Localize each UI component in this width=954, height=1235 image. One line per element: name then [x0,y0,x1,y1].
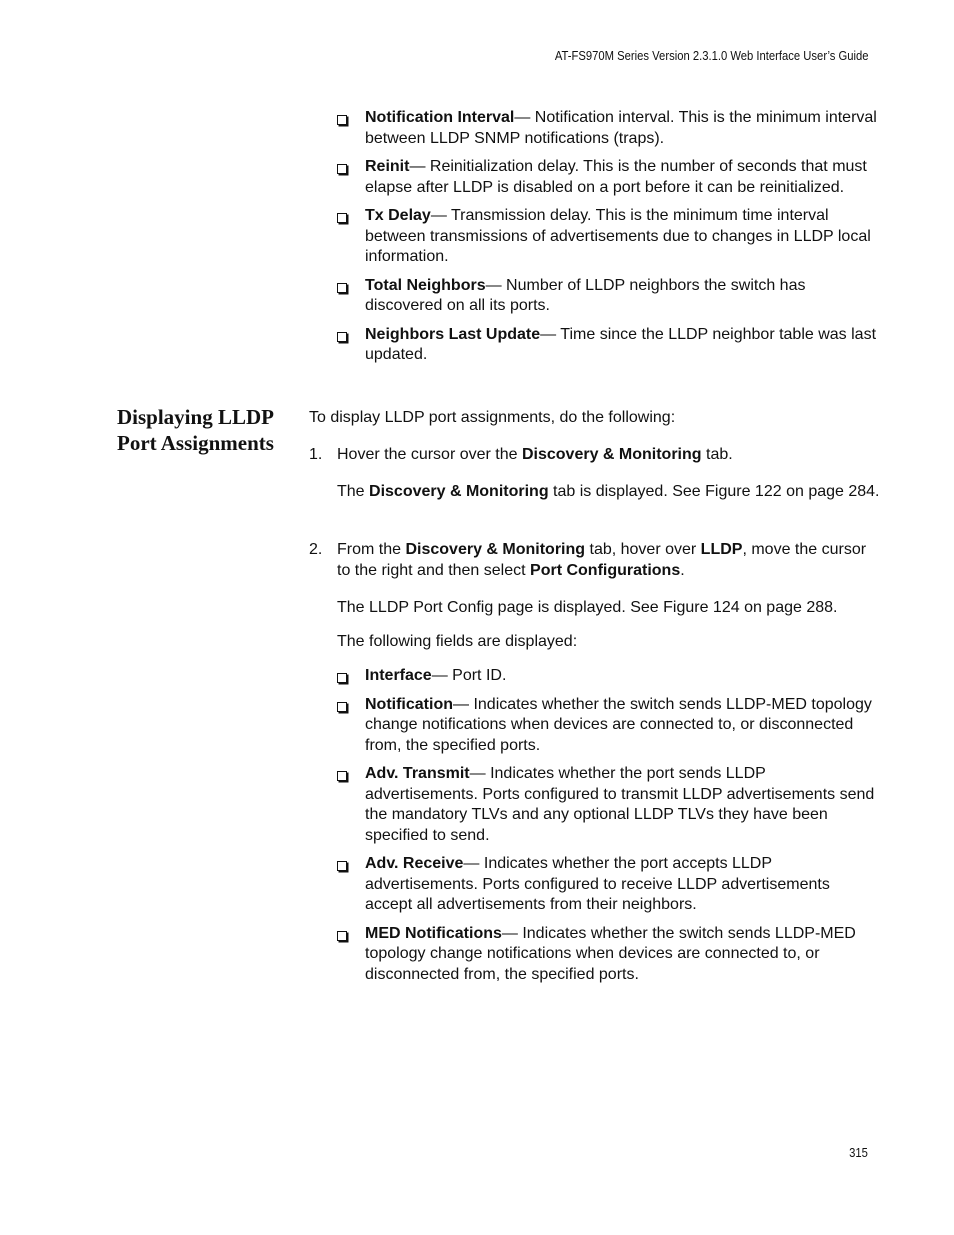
checkbox-bullet-icon [337,115,347,125]
field-term: Adv. Transmit [365,765,470,782]
field-term: Interface [365,667,432,684]
fields-intro: The following fields are displayed: [337,633,578,650]
field-list-bottom [337,666,877,993]
section-heading-line1: Displaying LLDP [117,405,274,429]
step-2-result: The LLDP Port Config page is displayed. See Figure 124 on page 288. [337,599,838,616]
intro-paragraph: To display LLDP port assignments, do the following: [309,409,676,426]
checkbox-bullet-icon [337,213,347,223]
list-item [337,325,877,366]
field-term: Reinit [365,158,410,175]
checkbox-bullet-icon [337,702,347,712]
field-term: MED Notifications [365,924,502,942]
step-number: 2. [309,541,323,558]
list-item [337,695,877,757]
field-desc: — Port ID. [431,667,507,684]
field-term: Neighbors Last Update [365,325,541,343]
list-item [337,764,877,846]
section-heading [117,404,297,456]
field-desc: — Indicates whether the switch sends LLDP-MED topology change notifications when devices are connected to, or disconnected from, the specified ports. [365,924,856,983]
field-term: Notification Interval [365,109,515,126]
field-desc: — Indicates whether the switch sends LLDP-MED topology change notifications when devices are connected to, or disconnected from, the specified ports. [365,695,872,754]
field-desc: — Indicates whether the port sends LLDP advertisements. Ports configured to transmit LLDP advertisements send the mandatory TLVs and any optional LLDP TLVs they have been specified to send. [365,765,875,844]
list-item [337,854,877,916]
field-desc: — Indicates whether the port accepts LLDP advertisements. Ports configured to receive LLDP advertisements accept all advertisements from their neighbors. [365,855,830,913]
list-item [337,276,877,317]
step-2 [309,540,879,581]
checkbox-bullet-icon [337,283,347,293]
checkbox-bullet-icon [337,861,347,871]
field-term: Total Neighbors [365,276,486,294]
list-item [337,924,877,986]
checkbox-bullet-icon [337,931,347,941]
field-desc: — Notification interval. This is the minimum interval between LLDP SNMP notifications (traps). [365,109,877,147]
step-text: Hover the cursor over the Discovery & Monitoring tab. [337,446,733,463]
field-term: Notification [365,695,453,713]
checkbox-bullet-icon [337,332,347,342]
step-number: 1. [309,446,323,463]
step-text: From the Discovery & Monitoring tab, hover over LLDP, move the cursor to the right and then select Port Configurations. [337,541,867,579]
running-header: AT-FS970M Series Version 2.3.1.0 Web Interface User’s Guide [555,49,869,63]
list-item [337,666,877,687]
list-item [337,157,877,198]
field-term: Tx Delay [365,207,431,224]
field-term: Adv. Receive [365,855,464,872]
section-heading-line2: Port Assignments [117,431,274,455]
list-item [337,108,877,149]
field-desc: — Reinitialization delay. This is the number of seconds that must elapse after LLDP is disabled on a port before it can be reinitialized. [365,158,867,196]
list-item [337,206,877,268]
checkbox-bullet-icon [337,164,347,174]
checkbox-bullet-icon [337,771,347,781]
field-desc: — Transmission delay. This is the minimum time interval between transmissions of advertisements due to changes in LLDP local information. [365,207,871,265]
field-desc: — Time since the LLDP neighbor table was last updated. [365,325,877,363]
field-list-top [337,108,877,374]
step-1 [309,445,879,466]
checkbox-bullet-icon [337,673,347,683]
step-1-result: The Discovery & Monitoring tab is displayed. See Figure 122 on page 284. [337,483,880,500]
field-desc: — Number of LLDP neighbors the switch has discovered on all its ports. [365,276,806,314]
page-number: 315 [849,1146,868,1160]
